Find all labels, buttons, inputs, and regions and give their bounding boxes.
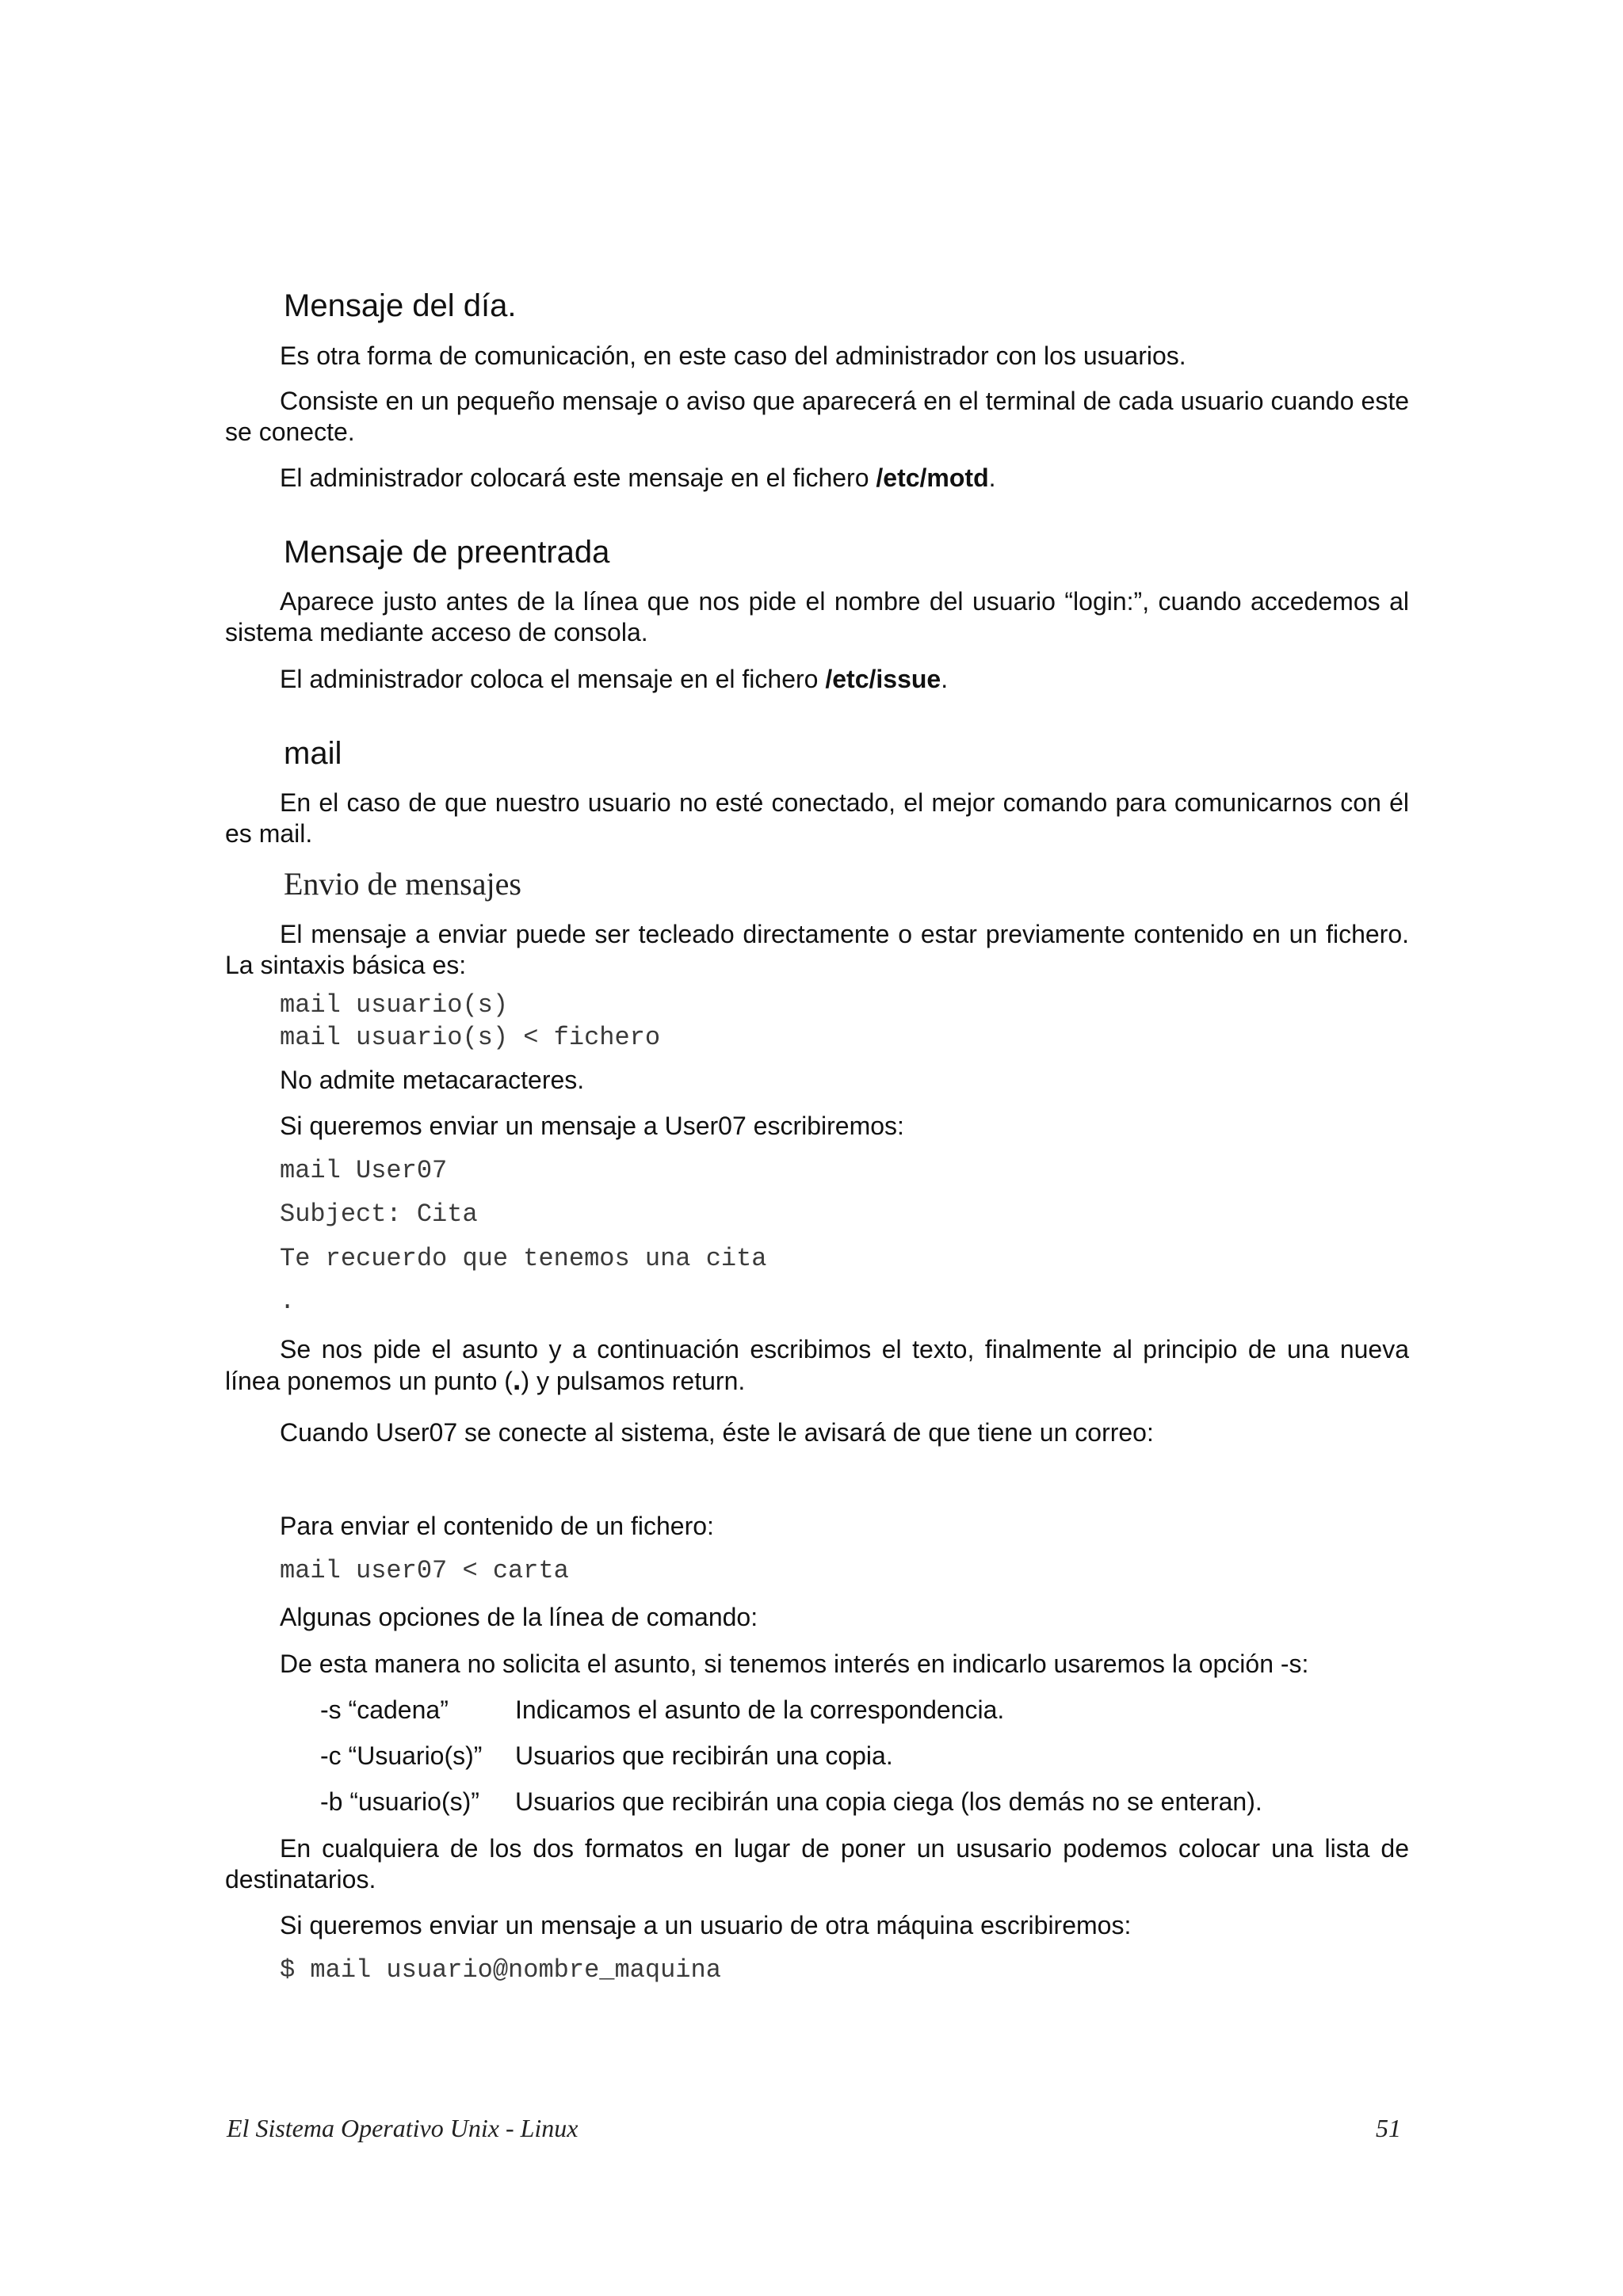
- mail-paragraph-5: Para enviar el contenido de un fichero:: [280, 1512, 714, 1540]
- option-desc-b: Usuarios que recibirán una copia ciega (los demás no se enteran).: [515, 1787, 1262, 1816]
- motd-file-path: /etc/motd: [876, 463, 989, 492]
- option-desc-s: Indicamos el asunto de la correspondencia.: [515, 1695, 1005, 1724]
- issue-file-path: /etc/issue: [825, 665, 941, 693]
- mail-paragraph-7: De esta manera no solicita el asunto, si tenemos interés en indicarlo usaremos la opción -s:: [280, 1650, 1309, 1678]
- heading-mail: mail: [284, 736, 342, 771]
- example-intro: Si queremos enviar un mensaje a User07 escribiremos:: [280, 1112, 904, 1140]
- motd-paragraph-2: Consiste en un pequeño mensaje o aviso que aparecerá en el terminal de cada usuario cuando este se conecte.: [225, 387, 1409, 446]
- example-line-3: Te recuerdo que tenemos una cita: [280, 1244, 767, 1273]
- mail-paragraph-9: Si queremos enviar un mensaje a un usuario de otra máquina escribiremos:: [280, 1911, 1132, 1939]
- mail-paragraph-3: [225, 1334, 1409, 1397]
- option-key-b: -b “usuario(s)”: [320, 1787, 479, 1816]
- dot-symbol: .: [512, 1363, 521, 1397]
- heading-motd: Mensaje del día.: [284, 288, 517, 323]
- motd-paragraph-3: [225, 463, 1409, 494]
- mail-paragraph-6: Algunas opciones de la línea de comando:: [280, 1603, 758, 1631]
- mail-paragraph-2: El mensaje a enviar puede ser tecleado directamente o estar previamente contenido en un fichero. La sintaxis básica es:: [225, 920, 1409, 979]
- example-line-2: Subject: Cita: [280, 1199, 478, 1229]
- issue-p2-end: .: [941, 665, 949, 693]
- option-key-c: -c “Usuario(s)”: [320, 1741, 483, 1770]
- mail-paragraph-4: Cuando User07 se conecte al sistema, éste le avisará de que tiene un correo:: [280, 1418, 1154, 1447]
- motd-paragraph-1: Es otra forma de comunicación, en este caso del administrador con los usuarios.: [280, 341, 1186, 370]
- issue-p2-text: El administrador coloca el mensaje en el fichero: [280, 665, 826, 693]
- motd-p3-end: .: [988, 463, 996, 492]
- mail-p3-text: Se nos pide el asunto y a continuación escribimos el texto, finalmente al principio de una nueva línea ponemos un punto (: [225, 1335, 1409, 1395]
- example-line-6: $ mail usuario@nombre_maquina: [280, 1955, 721, 1985]
- motd-p3-text: El administrador colocará este mensaje en el fichero: [280, 463, 876, 492]
- page-number: 51: [1376, 2114, 1401, 2142]
- issue-paragraph-2: [225, 664, 1409, 695]
- example-line-4: .: [280, 1287, 296, 1316]
- mail-paragraph-8: En cualquiera de los dos formatos en lugar de poner un ususario podemos colocar una lista de destinatarios.: [225, 1834, 1409, 1894]
- example-line-5: mail user07 < carta: [280, 1556, 569, 1585]
- option-key-s: -s “cadena”: [320, 1695, 449, 1724]
- mail-paragraph-1: En el caso de que nuestro usuario no esté conectado, el mejor comando para comunicarnos con él es mail.: [225, 788, 1409, 848]
- issue-paragraph-1: Aparece justo antes de la línea que nos pide el nombre del usuario “login:”, cuando accedemos al sistema mediante acceso de consola.: [225, 587, 1409, 646]
- heading-issue: Mensaje de preentrada: [284, 535, 610, 570]
- subheading-envio: Envio de mensajes: [284, 866, 521, 902]
- option-desc-c: Usuarios que recibirán una copia.: [515, 1741, 893, 1770]
- footer-title: El Sistema Operativo Unix - Linux: [227, 2114, 579, 2142]
- syntax-line-1: mail usuario(s): [280, 990, 509, 1020]
- mail-p3-end: ) y pulsamos return.: [521, 1367, 746, 1395]
- example-line-1: mail User07: [280, 1156, 448, 1185]
- no-meta-text: No admite metacaracteres.: [280, 1066, 585, 1094]
- syntax-line-2: mail usuario(s) < fichero: [280, 1023, 661, 1052]
